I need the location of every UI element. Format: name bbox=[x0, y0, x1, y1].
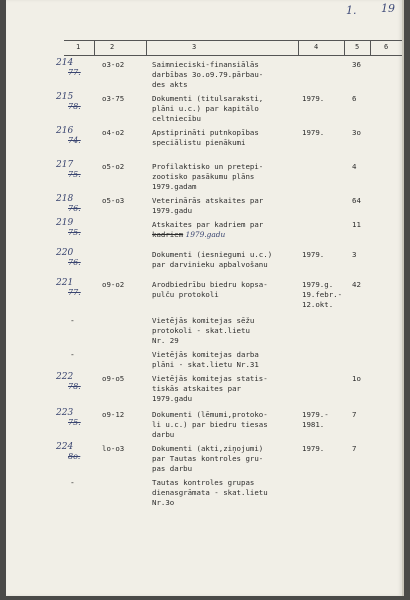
entry-dates bbox=[302, 128, 350, 138]
entry-title-line: par Tautas kontroles gru- bbox=[152, 454, 264, 463]
entry-title-line: Dokumenti (titulsaraksti, bbox=[152, 94, 264, 103]
entry-title-line: Dokumenti (iesniegumi u.c.) bbox=[152, 250, 273, 259]
column-header-2: 2 bbox=[110, 43, 115, 51]
entry-title-line: Veterinārās atskaites par bbox=[152, 196, 264, 205]
entry-title bbox=[152, 280, 302, 300]
struck-old-number: 78. bbox=[68, 382, 81, 391]
entry-title-line: 1979.gadu bbox=[152, 206, 193, 215]
entry-code: o5-o2 bbox=[102, 162, 125, 171]
entry-title-line bbox=[152, 230, 302, 240]
entry-title-line: Saimnieciski-finansiālās bbox=[152, 60, 259, 69]
entry-title-line: Atskaites par kadriem par bbox=[152, 220, 264, 229]
entry-title-line: Dokumenti (lēmumi,protoko- bbox=[152, 410, 268, 419]
entry-title bbox=[152, 60, 302, 90]
entry-title-line: Tautas kontroles grupas bbox=[152, 478, 255, 487]
entry-title bbox=[152, 410, 302, 440]
entry-number bbox=[56, 218, 92, 238]
column-header-5: 5 bbox=[355, 43, 360, 51]
column-header-1: 1 bbox=[76, 43, 81, 51]
handwritten-entry-number: 220 bbox=[56, 248, 74, 258]
entry-title bbox=[152, 316, 302, 346]
entry-dash: - bbox=[70, 316, 75, 325]
entry-title-line: darbības 3o.o9.79.pārbau- bbox=[152, 70, 264, 79]
entry-number bbox=[56, 160, 92, 180]
entry-title-line: Vietējās komitejas statis- bbox=[152, 374, 268, 383]
struck-old-number: 75. bbox=[68, 170, 81, 179]
entry-title-line: plāni u.c.) par kapitālo bbox=[152, 104, 259, 113]
entry-dates bbox=[302, 94, 350, 104]
entry-code: o5-o3 bbox=[102, 196, 125, 205]
table-header bbox=[64, 40, 402, 56]
column-divider bbox=[298, 41, 299, 55]
entry-title bbox=[152, 128, 302, 148]
entry-date-line: 19.febr.- bbox=[302, 290, 343, 299]
struck-old-number: 77. bbox=[68, 68, 81, 77]
handwritten-entry-number: 223 bbox=[56, 408, 74, 418]
column-divider bbox=[370, 41, 371, 55]
entry-date-line: 1981. bbox=[302, 420, 325, 429]
entry-title-line: Vietējās komitejas darba bbox=[152, 350, 259, 359]
document-page bbox=[6, 0, 404, 596]
entry-title-line: darbu bbox=[152, 430, 175, 439]
struck-old-number: 8o. bbox=[68, 452, 81, 461]
entry-page-count: 3 bbox=[352, 250, 357, 259]
entry-title-line: pulču protokoli bbox=[152, 290, 219, 299]
struck-old-number: 76. bbox=[68, 258, 81, 267]
handwritten-entry-number: 216 bbox=[56, 126, 74, 136]
entry-page-count: 4 bbox=[352, 162, 357, 171]
column-header-4: 4 bbox=[314, 43, 319, 51]
entry-title-line: plāni - skat.lietu Nr.31 bbox=[152, 360, 259, 369]
handwritten-entry-number: 221 bbox=[56, 278, 74, 288]
entry-date-line: 1979. bbox=[302, 444, 325, 453]
column-divider bbox=[146, 41, 147, 55]
entry-date-line: 1979. bbox=[302, 128, 325, 137]
entry-code: o9-12 bbox=[102, 410, 125, 419]
entry-number bbox=[56, 194, 92, 214]
entry-number bbox=[56, 442, 92, 462]
entry-title bbox=[152, 374, 302, 404]
entry-title-line: Apstiprināti putnkopības bbox=[152, 128, 259, 137]
handwritten-entry-number: 224 bbox=[56, 442, 74, 452]
entry-code: o9-o2 bbox=[102, 280, 125, 289]
entry-number bbox=[56, 408, 92, 428]
entry-title-line: Dokumenti (akti,ziņojumi) bbox=[152, 444, 264, 453]
entry-number bbox=[56, 278, 92, 298]
entry-page-count: 7 bbox=[352, 444, 357, 453]
entry-title-line: Profilaktisko un pretepi- bbox=[152, 162, 264, 171]
handwritten-entry-number: 215 bbox=[56, 92, 74, 102]
handwritten-note: 1979.gadu bbox=[183, 230, 226, 239]
entry-number bbox=[56, 58, 92, 78]
column-header-6: 6 bbox=[384, 43, 389, 51]
handwritten-entry-number: 218 bbox=[56, 194, 74, 204]
entry-date-line: 1979.- bbox=[302, 410, 329, 419]
entry-title-line: protokoli - skat.lietu bbox=[152, 326, 250, 335]
entry-dash: - bbox=[70, 478, 75, 487]
entry-title bbox=[152, 478, 302, 508]
entry-page-count: 36 bbox=[352, 60, 361, 69]
entry-page-count: 1o bbox=[352, 374, 361, 383]
entry-code: lo-o3 bbox=[102, 444, 125, 453]
entry-title-line: pas darbu bbox=[152, 464, 193, 473]
entry-number bbox=[56, 372, 92, 392]
entry-title bbox=[152, 350, 302, 370]
entry-date-line: 1979. bbox=[302, 250, 325, 259]
entry-title bbox=[152, 220, 302, 240]
handwritten-entry-number: 214 bbox=[56, 58, 74, 68]
struck-old-number: 75. bbox=[68, 418, 81, 427]
struck-old-number: 78. bbox=[68, 102, 81, 111]
entry-page-count: 3o bbox=[352, 128, 361, 137]
entry-title-line: 1979.gadu bbox=[152, 394, 193, 403]
entry-page-count: 6 bbox=[352, 94, 357, 103]
entry-date-line: 1979.g. bbox=[302, 280, 334, 289]
entry-title-line: Vietējās komitejas sēžu bbox=[152, 316, 255, 325]
entry-code: o4-o2 bbox=[102, 128, 125, 137]
entry-title bbox=[152, 196, 302, 216]
entry-number bbox=[56, 92, 92, 112]
entry-dash: - bbox=[70, 350, 75, 359]
entry-code: o3-75 bbox=[102, 94, 125, 103]
entry-page-count: 64 bbox=[352, 196, 361, 205]
entry-title-line: dienasgrāmata - skat.lietu bbox=[152, 488, 268, 497]
entry-title bbox=[152, 94, 302, 124]
entry-title bbox=[152, 250, 302, 270]
entry-number bbox=[56, 248, 92, 268]
struck-old-number: 75. bbox=[68, 228, 81, 237]
entry-title-line: Arodbiedrību biedru kopsa- bbox=[152, 280, 268, 289]
entry-title-line: par darvinieku apbalvošanu bbox=[152, 260, 268, 269]
handwritten-mark: 1. bbox=[346, 4, 357, 17]
entry-code: o3-o2 bbox=[102, 60, 125, 69]
entry-title-line: zootisko pasākumu plāns bbox=[152, 172, 255, 181]
entry-code: o9-o5 bbox=[102, 374, 125, 383]
handwritten-entry-number: 217 bbox=[56, 160, 74, 170]
entry-dates bbox=[302, 410, 350, 430]
entry-title-line: Nr. 29 bbox=[152, 336, 179, 345]
entry-page-count: 11 bbox=[352, 220, 361, 229]
handwritten-entry-number: 222 bbox=[56, 372, 74, 382]
struck-old-number: 77. bbox=[68, 288, 81, 297]
entry-title-line: li u.c.) par biedru tiesas bbox=[152, 420, 268, 429]
handwritten-page-number: 19 bbox=[381, 2, 395, 15]
entry-dates bbox=[302, 280, 350, 310]
entry-page-count: 42 bbox=[352, 280, 361, 289]
entry-title-line: des akts bbox=[152, 80, 188, 89]
entry-number bbox=[56, 126, 92, 146]
entry-title-line: celtniecību bbox=[152, 114, 201, 123]
column-divider bbox=[94, 41, 95, 55]
entry-date-line: 1979. bbox=[302, 94, 325, 103]
struck-old-number: 76. bbox=[68, 204, 81, 213]
entry-dates bbox=[302, 444, 350, 454]
entry-title-line: Nr.3o bbox=[152, 498, 175, 507]
entry-title-line: tiskās atskaites par bbox=[152, 384, 241, 393]
entry-title-line: speciālistu pienākumi bbox=[152, 138, 246, 147]
entry-title bbox=[152, 444, 302, 474]
struck-old-number: 74. bbox=[68, 136, 81, 145]
entry-dates bbox=[302, 250, 350, 260]
struck-text: kadriem bbox=[152, 230, 184, 239]
column-divider bbox=[344, 41, 345, 55]
entry-title-line: 1979.gadam bbox=[152, 182, 197, 191]
entry-page-count: 7 bbox=[352, 410, 357, 419]
column-header-3: 3 bbox=[192, 43, 197, 51]
entry-date-line: 12.okt. bbox=[302, 300, 334, 309]
entry-title bbox=[152, 162, 302, 192]
handwritten-entry-number: 219 bbox=[56, 218, 74, 228]
